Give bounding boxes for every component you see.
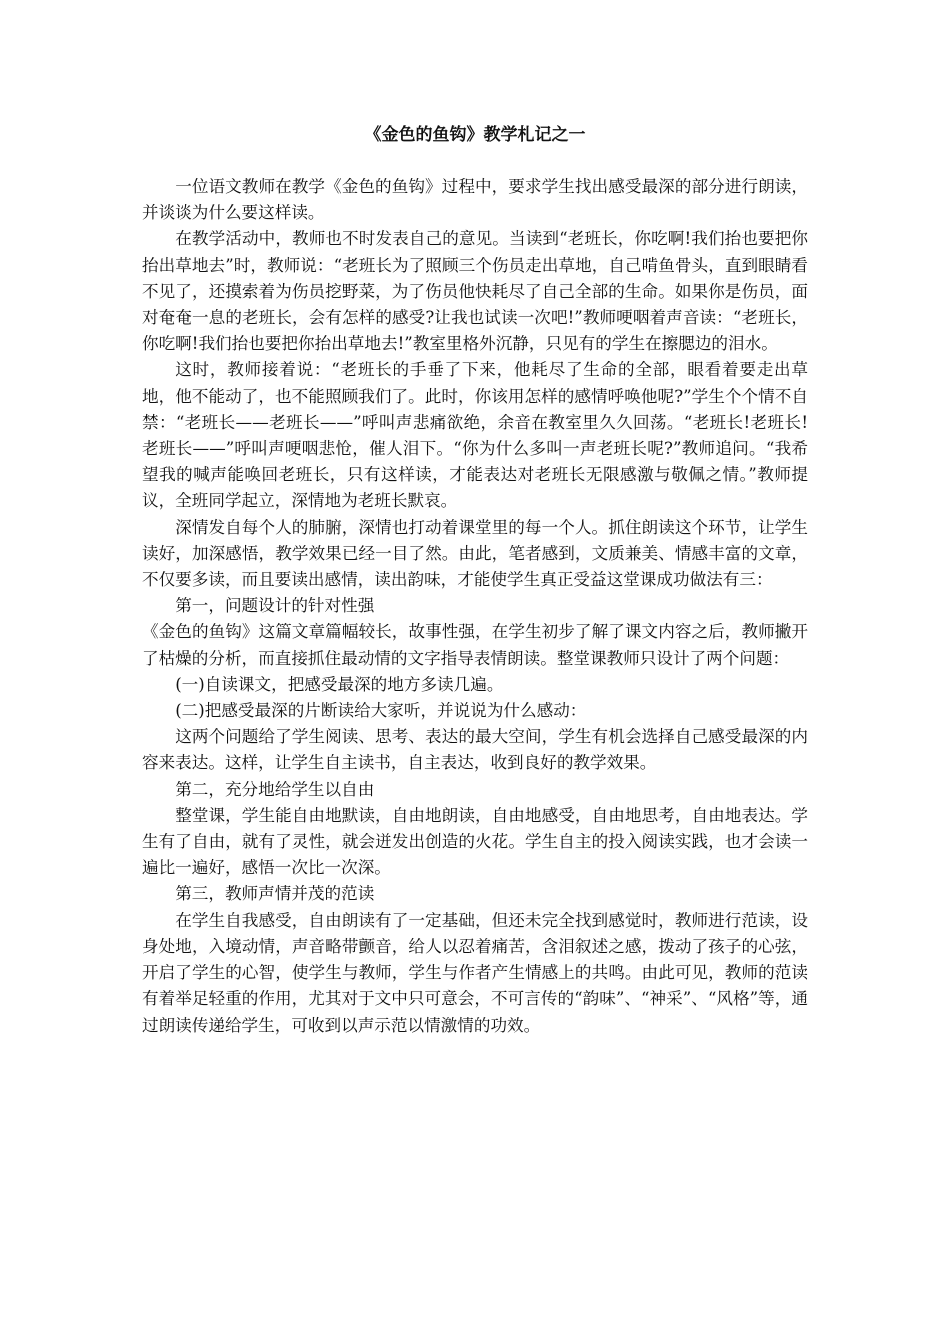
document-title: 《金色的鱼钩》教学札记之一: [364, 125, 586, 145]
paragraph: 整堂课，学生能自由地默读，自由地朗读，自由地感受，自由地思考，自由地表达。学生有了自由，就有了灵性，就会迸发出创造的火花。学生自主的投入阅读实践，也才会读一遍比一遍好，感悟一次比一次深。: [142, 805, 808, 878]
section-heading-first: 第一，问题设计的针对性强: [175, 596, 375, 616]
section-heading-third: 第三，教师声情并茂的范读: [175, 884, 375, 904]
paragraph: 这两个问题给了学生阅读、思考、表达的最大空间，学生有机会选择自己感受最深的内容来表达。这样，让学生自主读书，自主表达，收到良好的教学效果。: [142, 727, 808, 773]
paragraph: 深情发自每个人的肺腑，深情也打动着课堂里的每一个人。抓住朗读这个环节，让学生读好，加深感悟，教学效果已经一目了然。由此，笔者感到，文质兼美、情感丰富的文章，不仅要多读，而且要读出感情，读出韵味，才能使学生真正受益这堂课成功做法有三：: [142, 517, 808, 590]
paragraph: 在教学活动中，教师也不时发表自己的意见。当读到“老班长，你吃啊!我们抬也要把你抬出草地去”时，教师说：“老班长为了照顾三个伤员走出草地，自己啃鱼骨头，直到眼睛看不见了，还摸索着为伤员挖野菜，为了伤员他快耗尽了自己全部的生命。如果你是伤员，面对奄奄一息的老班长，会有怎样的感受?让我也试读一次吧!”教师哽咽着声音读：“老班长，你吃啊!我们抬也要把你抬出草地去!”教室里格外沉静，只见有的学生在擦腮边的泪水。: [142, 229, 808, 354]
document-body: [142, 174, 808, 1039]
question-one: (一)自读课文，把感受最深的地方多读几遍。: [175, 674, 504, 694]
paragraph: 这时，教师接着说：“老班长的手垂了下来，他耗尽了生命的全部，眼看着要走出草地，他不能动了，也不能照顾我们了。此时，你该用怎样的感情呼唤他呢?”学生个个情不自禁：“老班长——老班长——”呼叫声悲痛欲绝，余音在教室里久久回荡。“老班长!老班长!老班长——”呼叫声哽咽悲怆，催人泪下。“你为什么多叫一声老班长呢?”教师追问。“我希望我的喊声能唤回老班长，只有这样读，才能表达对老班长无限感激与敬佩之情。”教师提议，全班同学起立，深情地为老班长默哀。: [142, 360, 808, 511]
paragraph: 在学生自我感受，自由朗读有了一定基础，但还未完全找到感觉时，教师进行范读，设身处地，入境动情，声音略带颤音，给人以忍着痛苦，含泪叙述之感，拨动了孩子的心弦，开启了学生的心智，使学生与教师，学生与作者产生情感上的共鸣。由此可见，教师的范读有着举足轻重的作用，尤其对于文中只可意会，不可言传的“韵味”、“神采”、“风格”等，通过朗读传递给学生，可收到以声示范以情激情的功效。: [142, 910, 808, 1035]
paragraph: 一位语文教师在教学《金色的鱼钩》过程中，要求学生找出感受最深的部分进行朗读，并谈谈为什么要这样读。: [142, 177, 808, 223]
section-heading-second: 第二，充分地给学生以自由: [175, 779, 375, 799]
question-two: (二)把感受最深的片断读给大家听，并说说为什么感动：: [175, 701, 587, 721]
paragraph: 《金色的鱼钩》这篇文章篇幅较长，故事性强，在学生初步了解了课文内容之后，教师撇开了枯燥的分析，而直接抓住最动情的文字指导表情朗读。整堂课教师只设计了两个问题：: [142, 622, 808, 668]
